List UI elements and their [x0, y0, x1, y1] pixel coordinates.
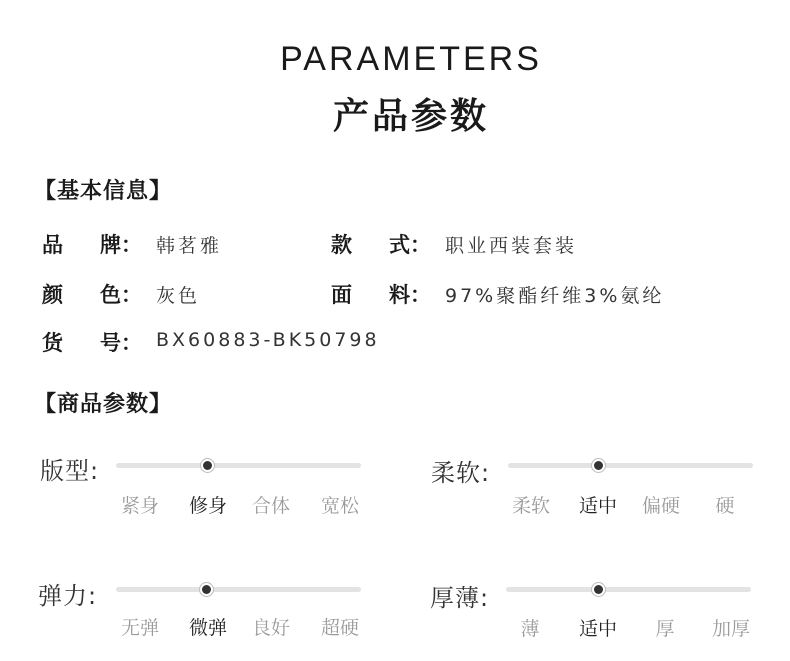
param-label-brand-char2: 牌： [100, 233, 142, 257]
slider-track-softness [508, 463, 753, 468]
slider-option-fit-3: 宽松 [320, 495, 359, 517]
slider-option-softness-3: 硬 [715, 495, 735, 517]
param-value-fabric: 97%聚酯纤维3%氨纶 [445, 285, 665, 307]
slider-knob-thickness [591, 582, 606, 597]
slider-option-elasticity-2: 良好 [251, 617, 290, 639]
slider-option-fit-2: 合体 [251, 495, 290, 517]
section-title-product-params: 【商品参数】 [34, 392, 173, 417]
param-value-item-no: BX60883-BK50798 [156, 329, 380, 351]
slider-option-fit-0: 紧身 [120, 495, 159, 517]
param-label-item-no-char1: 货 [42, 331, 63, 355]
slider-option-elasticity-3: 超硬 [320, 617, 359, 639]
slider-option-fit-1: 修身 [188, 495, 227, 517]
param-label-style [331, 229, 431, 259]
param-value-style: 职业西装套装 [445, 235, 578, 257]
section-title-basic-info: 【基本信息】 [34, 179, 173, 204]
slider-knob-fit [200, 458, 215, 473]
slider-track-fit [116, 463, 361, 468]
slider-label-thickness: 厚薄: [430, 584, 490, 612]
param-value-color: 灰色 [156, 285, 201, 307]
param-label-brand [42, 229, 142, 259]
title-chinese: 产品参数 [332, 96, 489, 137]
param-label-item-no [42, 327, 142, 357]
param-label-style-char2: 式： [389, 233, 431, 257]
param-label-color-char2: 色： [100, 283, 142, 307]
param-label-brand-char1: 品 [42, 233, 63, 257]
slider-option-softness-1: 适中 [578, 495, 617, 517]
param-value-brand: 韩茗雅 [156, 235, 223, 257]
slider-option-thickness-0: 薄 [520, 618, 540, 640]
slider-option-thickness-1: 适中 [578, 618, 617, 640]
slider-track-thickness [506, 587, 751, 592]
slider-option-thickness-3: 加厚 [711, 618, 750, 640]
slider-track-elasticity [116, 587, 361, 592]
title-english: PARAMETERS [280, 40, 542, 78]
slider-label-softness: 柔软: [431, 459, 491, 487]
slider-label-fit: 版型: [40, 457, 100, 485]
param-label-color-char1: 颜 [42, 283, 63, 307]
param-label-style-char1: 款 [331, 233, 352, 257]
param-label-fabric-char1: 面 [331, 283, 352, 307]
slider-knob-softness [591, 458, 606, 473]
slider-option-softness-2: 偏硬 [641, 495, 680, 517]
slider-option-elasticity-0: 无弹 [120, 617, 159, 639]
slider-label-elasticity: 弹力: [38, 582, 98, 610]
param-label-fabric-char2: 料： [389, 283, 431, 307]
param-label-fabric [331, 279, 431, 309]
param-label-color [42, 279, 142, 309]
slider-option-elasticity-1: 微弹 [188, 617, 227, 639]
param-label-item-no-char2: 号： [100, 331, 142, 355]
slider-option-softness-0: 柔软 [511, 495, 550, 517]
slider-option-thickness-2: 厚 [655, 618, 675, 640]
slider-knob-elasticity [199, 582, 214, 597]
